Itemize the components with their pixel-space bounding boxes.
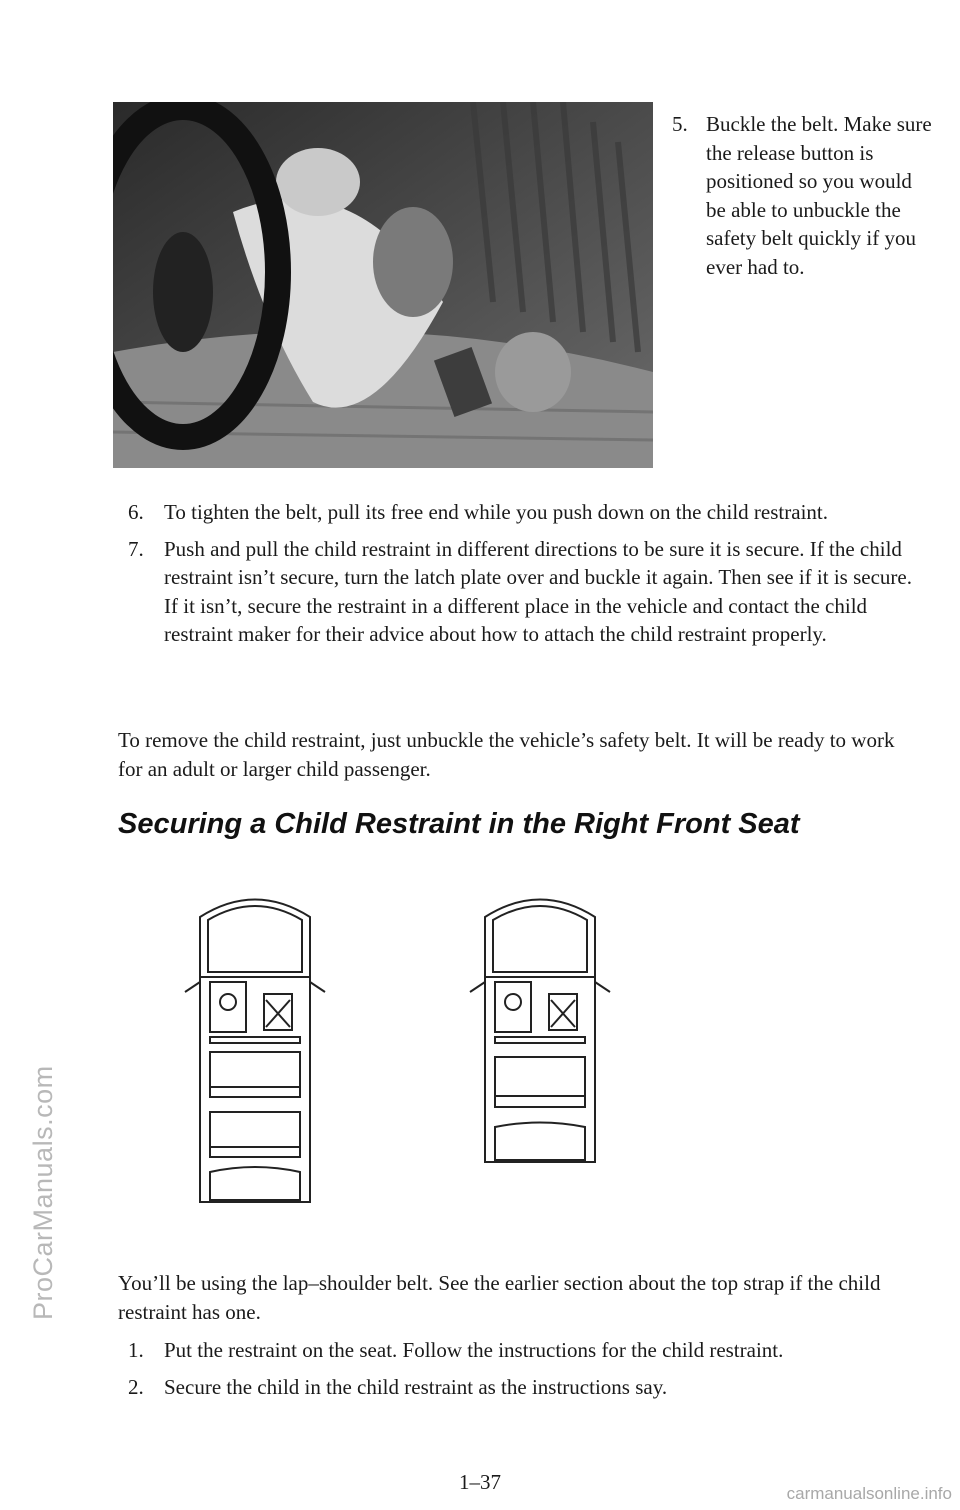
list-item <box>118 535 918 649</box>
step-text: To tighten the belt, pull its free end while you push down on the child restraint. <box>164 500 828 524</box>
vehicle-diagram-three-row <box>180 882 330 1217</box>
section-heading: Securing a Child Restraint in the Right Front Seat <box>118 808 800 840</box>
list-item <box>118 1373 918 1402</box>
page-number: 1–37 <box>459 1470 501 1494</box>
step-number: 2. <box>128 1374 144 1399</box>
side-watermark: ProCarManuals.com <box>28 1065 58 1320</box>
step-text: Secure the child in the child restraint as the instructions say. <box>164 1374 668 1399</box>
steps-list-a <box>118 498 918 657</box>
step-text: Buckle the belt. Make sure the release button is positioned so you would be able to unbuckle the safety belt quickly if you ever had to. <box>706 112 932 279</box>
steps-list-b <box>118 1336 918 1409</box>
step-5 <box>672 110 936 281</box>
step-text: Put the restraint on the seat. Follow the instructions for the child restraint. <box>164 1338 784 1362</box>
step-number: 7. <box>128 536 144 561</box>
list-item <box>118 498 918 527</box>
step-number: 1. <box>128 1338 144 1362</box>
paragraph-lap-shoulder: You’ll be using the lap–shoulder belt. See the earlier section about the top strap if the child restraint has one. <box>118 1271 881 1324</box>
step-number: 6. <box>128 500 144 524</box>
step-number: 5. <box>672 112 688 136</box>
step-text: Push and pull the child restraint in different directions to be sure it is secure. If the child restraint isn’t secure, turn the latch plate over and buckle it again. Then see if it is secure. If it isn’t, secure the restraint in a different place in the vehicle and contact the child restraint maker for their advice about how to attach the child restraint properly. <box>164 536 912 646</box>
vehicle-diagram-two-row <box>465 882 615 1177</box>
bottom-watermark: carmanualsonline.info <box>786 1484 952 1503</box>
child-restraint-photo <box>113 102 653 468</box>
paragraph-remove: To remove the child restraint, just unbuckle the vehicle’s safety belt. It will be ready to work for an adult or larger child passenger. <box>118 728 895 781</box>
list-item <box>118 1336 918 1365</box>
